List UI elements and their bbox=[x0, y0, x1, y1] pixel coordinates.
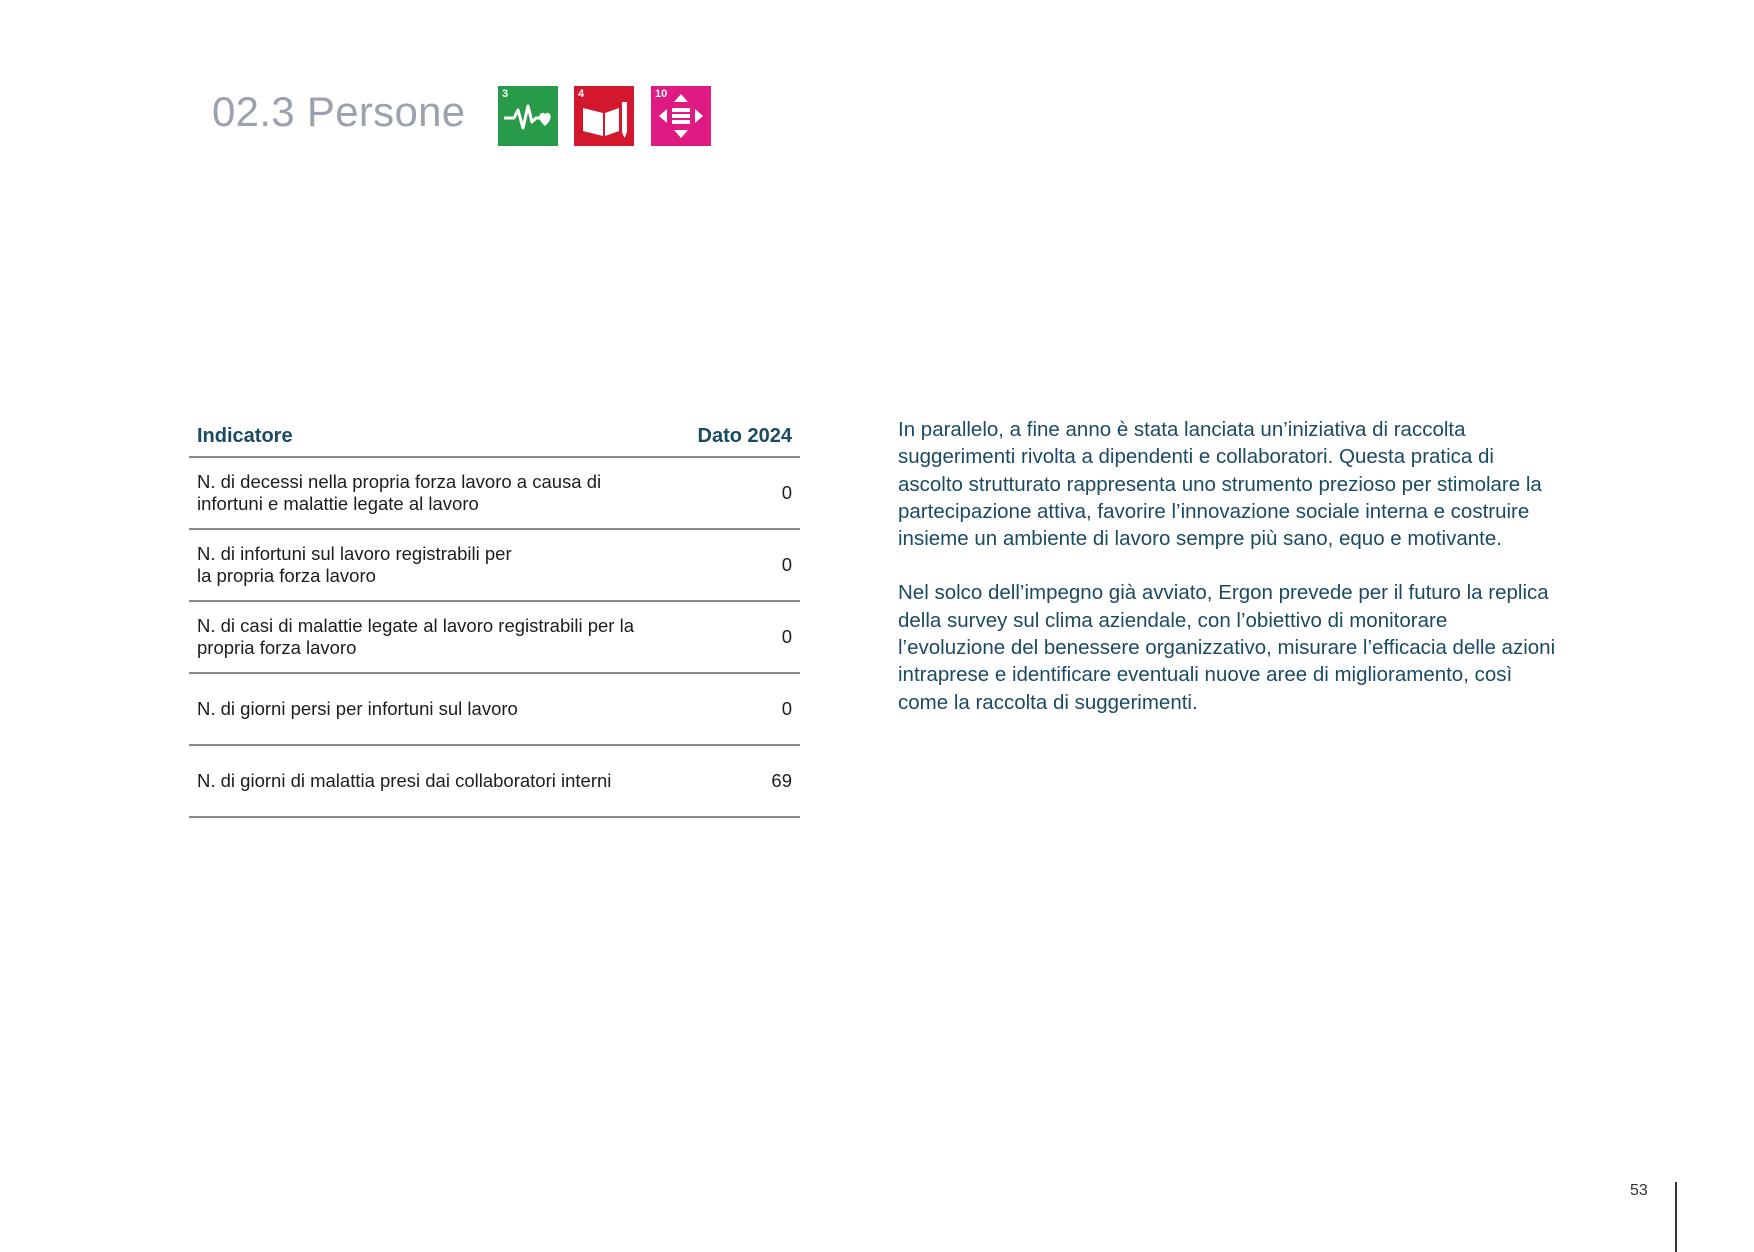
sdg-10-reduced-inequalities-icon: 10 bbox=[651, 86, 711, 146]
row-value: 0 bbox=[664, 601, 800, 673]
indicator-column-header: Indicatore bbox=[189, 416, 664, 457]
row-value: 0 bbox=[664, 457, 800, 529]
row-value: 0 bbox=[664, 529, 800, 601]
table-row bbox=[189, 529, 800, 601]
value-column-header: Dato 2024 bbox=[664, 416, 800, 457]
table-row bbox=[189, 601, 800, 673]
paragraph-suggestions: In parallelo, a fine anno è stata lanciata un’iniziativa di raccolta suggerimenti rivolta a dipendenti e collaboratori. Questa pratica di ascolto strutturato rappresenta uno strumento prezioso per stimolare la partecipazione attiva, favorire l’innovazione sociale interna e costruire insieme un ambiente di lavoro sempre più sano, equo e motivante. bbox=[898, 418, 1542, 551]
table-header-row bbox=[189, 416, 800, 457]
table-row bbox=[189, 673, 800, 745]
page-title: 02.3 Persone bbox=[212, 88, 466, 135]
table-row bbox=[189, 457, 800, 529]
row-label: N. di infortuni sul lavoro registrabili per la propria forza lavoro bbox=[189, 529, 664, 601]
table-row bbox=[189, 745, 800, 817]
row-label: N. di casi di malattie legate al lavoro registrabili per la propria forza lavoro bbox=[189, 601, 664, 673]
row-label: N. di giorni di malattia presi dai collaboratori interni bbox=[189, 745, 664, 817]
paragraph-climate-survey: Nel solco dell’impegno già avviato, Ergon prevede per il futuro la replica della survey sul clima aziendale, con l’obiettivo di monitorare l’evoluzione del benessere organizzativo, misurare l’efficacia delle azioni intraprese e identificare eventuali nuove aree di miglioramento, così come la raccolta di suggerimenti. bbox=[898, 581, 1556, 714]
row-label: N. di giorni persi per infortuni sul lavoro bbox=[189, 673, 664, 745]
page-number-divider bbox=[1675, 1182, 1677, 1252]
indicators-table bbox=[189, 416, 800, 818]
body-text bbox=[898, 416, 1558, 743]
sdg-3-good-health-icon: 3 bbox=[498, 86, 558, 146]
row-value: 0 bbox=[664, 673, 800, 745]
row-value: 69 bbox=[664, 745, 800, 817]
sdg-4-quality-education-icon: 4 bbox=[574, 86, 634, 146]
page-number: 53 bbox=[1630, 1182, 1648, 1199]
row-label: N. di decessi nella propria forza lavoro a causa di infortuni e malattie legate al lavoro bbox=[189, 457, 664, 529]
